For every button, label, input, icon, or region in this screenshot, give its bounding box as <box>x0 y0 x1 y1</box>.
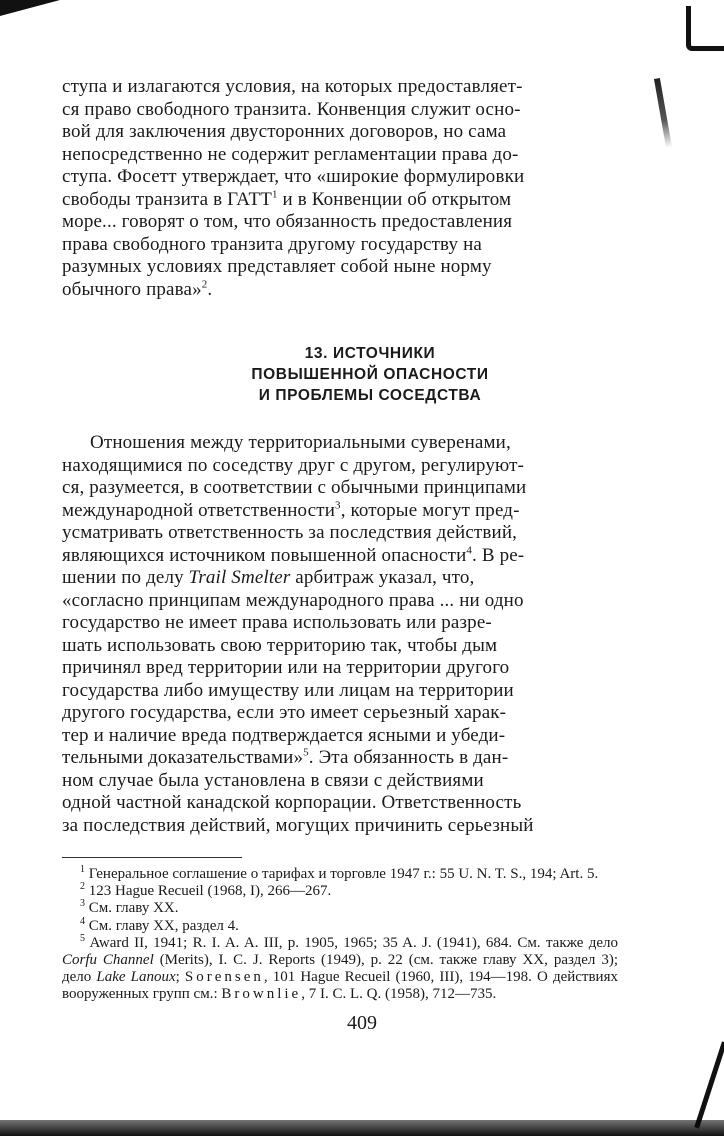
main-text-c: . В ре- шении по делу <box>62 544 525 588</box>
footnote-ref-3: 3 <box>335 499 341 512</box>
case-name-corfu-channel: Corfu Channel <box>62 952 154 969</box>
footnote-divider <box>62 857 242 858</box>
intro-paragraph <box>62 76 618 301</box>
main-paragraph <box>62 432 618 837</box>
book-page <box>62 76 618 1004</box>
intro-text-end: . <box>207 278 213 300</box>
case-name-trail-smelter: Trail Smelter <box>188 567 291 588</box>
footnote-text: , 7 I. C. L. Q. (1958), 712—735. <box>301 986 497 1003</box>
scan-slash-mark <box>694 1041 724 1128</box>
page-number: 409 <box>347 1012 377 1034</box>
scan-corner-mark <box>0 0 60 16</box>
footnote-number: 2 <box>80 881 85 893</box>
footnote-text: Генеральное соглашение о тарифах и торговле 1947 г.: 55 U. N. T. S., 194; Art. 5. <box>85 866 599 882</box>
intro-text-a: ступа и излагаются условия, на которых предоставляет- ся право свободного транзита. Конвенция служит осно- вой для заключения двусторонних договоров, но сама непосредственно не содержит регламентации права до- ступа. Фосетт утверждает, что «широкие формулировки свободы транзита в ГАТТ <box>62 76 525 210</box>
scan-streak <box>654 78 672 148</box>
footnote-4 <box>62 915 618 935</box>
main-text-b: , которые могут пред- усматривать ответственность за последствия действий, являющихся источником повышенной опасности <box>62 499 520 566</box>
intro-text-b: и в Конвенции об открытом море... говорят о том, что обязанность предоставления права свободного транзита другому государству на разумных условиях представляет собой ныне норму обычного права» <box>62 188 513 300</box>
author-name-sorensen: Sorensen <box>184 969 264 986</box>
footnote-number: 3 <box>80 898 85 910</box>
footnote-text: См. главу XX, раздел 4. <box>85 917 239 934</box>
footnote-5 <box>62 932 618 1004</box>
case-name-lake-lanoux: Lake Lanoux <box>96 969 176 986</box>
footnote-number: 1 <box>80 864 85 875</box>
footnote-text: , 101 Hague Recueil (1960, III), 194—198. О действиях вооруженных групп см.: <box>62 969 618 1003</box>
footnote-text: (Merits), I. C. J. Reports (1949), p. 22 (см. также главу XX, раздел 3); дело <box>62 952 618 986</box>
author-name-brownlie: Brownlie <box>221 986 302 1003</box>
footnote-text: Award II, 1941; R. I. A. A. III, p. 1905, 1965; 35 A. J. (1941), 684. См. также дело <box>85 934 618 951</box>
footnote-text: 123 Hague Recueil (1968, I), 266—267. <box>85 883 332 900</box>
footnote-2 <box>62 883 618 900</box>
main-text-d: арбитраж указал, что, «согласно принципам международного права ... ни одно государство не имеет права использовать или разре- шать использовать свою территорию так, чтобы дым причинял вред территории или на территории другого государства либо имуществу или лицам на территории другого государства, если это имеет серьезный харак- тер и наличие вреда подтверждается ясными и убеди- тельными доказательствами» <box>62 567 524 768</box>
footnote-text: ; <box>175 969 185 986</box>
footnotes <box>62 866 618 1004</box>
footnote-text: См. главу XX. <box>85 900 179 917</box>
main-text-a: Отношения между территориальными суверенами, находящимися по соседству друг с другом, регулируют- ся, разумеется, в соответствии с обычными принципами международной ответственности <box>62 432 527 521</box>
scan-margin-mark <box>686 6 724 51</box>
footnote-ref-2: 2 <box>201 278 208 291</box>
footnote-number: 5 <box>80 932 85 944</box>
footnote-ref-1: 1 <box>271 188 278 201</box>
main-text-e: . Эта обязанность в дан- ном случае была установлена в связи с действиями одной частной канадской корпорации. Ответственность за последствия действий, могущих причинить серьезный <box>62 747 534 836</box>
footnote-ref-4: 4 <box>466 544 473 557</box>
footnote-number: 4 <box>80 915 85 927</box>
footnote-3 <box>62 900 618 917</box>
section-heading: 13. ИСТОЧНИКИ ПОВЫШЕННОЙ ОПАСНОСТИ И ПРОБЛЕМЫ СОСЕДСТВА <box>251 345 489 404</box>
footnote-1 <box>62 866 618 883</box>
scan-bottom-edge <box>0 1120 724 1136</box>
footnote-ref-5: 5 <box>303 746 309 759</box>
